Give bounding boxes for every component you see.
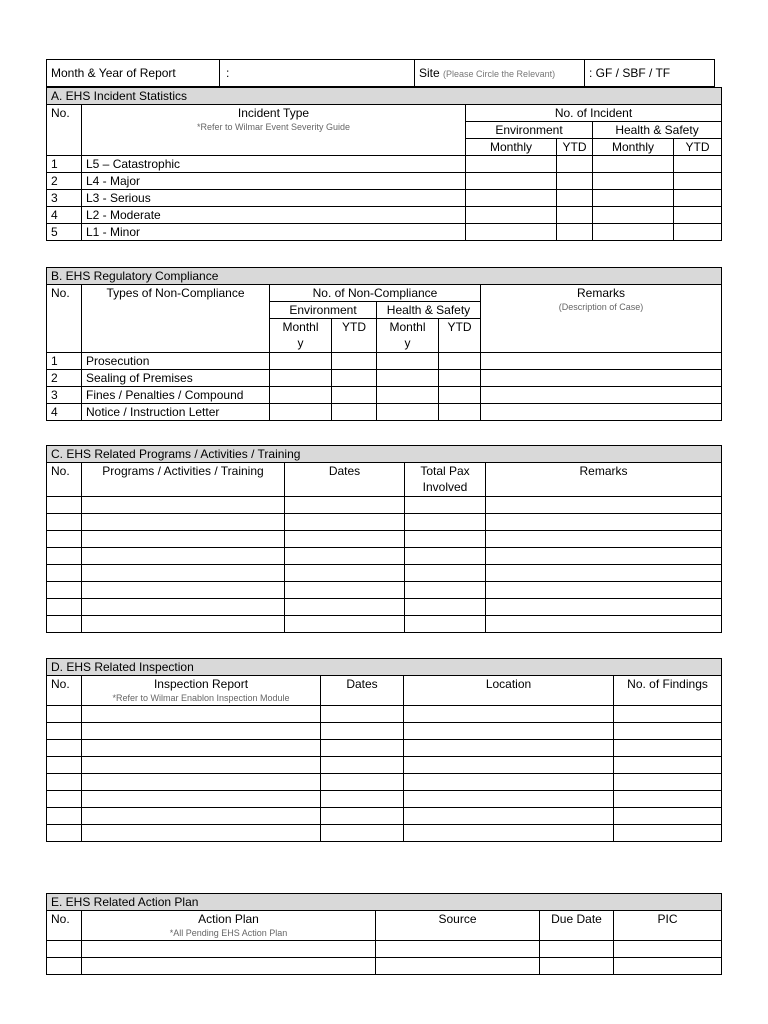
input-cell[interactable] <box>405 582 486 599</box>
input-cell[interactable] <box>405 565 486 582</box>
input-cell[interactable] <box>466 207 557 224</box>
table-row <box>47 757 722 774</box>
table-row <box>47 808 722 825</box>
row-no: 3 <box>47 387 82 404</box>
input-cell[interactable] <box>674 190 722 207</box>
input-cell[interactable] <box>82 616 285 633</box>
input-cell[interactable] <box>47 565 82 582</box>
input-cell[interactable] <box>614 941 722 958</box>
col-inspection-report <box>82 676 321 706</box>
input-cell[interactable] <box>674 173 722 190</box>
table-row <box>47 616 722 633</box>
colon: : <box>226 66 230 80</box>
pax-label-a: Total Pax <box>420 464 470 478</box>
input-cell[interactable] <box>47 958 82 975</box>
input-cell[interactable] <box>404 757 614 774</box>
input-cell[interactable] <box>321 808 404 825</box>
col-source: Source <box>376 911 540 941</box>
col-env-monthly <box>270 319 332 353</box>
col-total-pax <box>405 463 486 497</box>
col-dates: Dates <box>285 463 405 497</box>
input-cell[interactable] <box>377 353 439 370</box>
input-cell[interactable] <box>321 706 404 723</box>
input-cell[interactable] <box>47 599 82 616</box>
input-cell[interactable] <box>47 497 82 514</box>
input-cell[interactable] <box>486 599 722 616</box>
col-location: Location <box>404 676 614 706</box>
input-cell[interactable] <box>486 582 722 599</box>
section-b-title: B. EHS Regulatory Compliance <box>47 268 722 285</box>
col-environment: Environment <box>270 302 377 319</box>
input-cell[interactable] <box>674 207 722 224</box>
input-cell[interactable] <box>82 791 321 808</box>
site-field <box>415 60 585 87</box>
input-cell[interactable] <box>486 497 722 514</box>
input-cell[interactable] <box>47 774 82 791</box>
row-no: 4 <box>47 404 82 421</box>
input-cell[interactable] <box>82 565 285 582</box>
noncompliance-type: Sealing of Premises <box>82 370 270 387</box>
row-no: 4 <box>47 207 82 224</box>
input-cell[interactable] <box>47 757 82 774</box>
input-cell[interactable] <box>404 706 614 723</box>
regulatory-compliance-table <box>46 267 722 421</box>
input-cell[interactable] <box>332 387 377 404</box>
table-row <box>47 497 722 514</box>
input-cell[interactable] <box>82 958 376 975</box>
input-cell[interactable] <box>285 582 405 599</box>
input-cell[interactable] <box>47 531 82 548</box>
col-pic: PIC <box>614 911 722 941</box>
input-cell[interactable] <box>377 404 439 421</box>
col-hs-ytd: YTD <box>439 319 481 353</box>
table-row <box>47 791 722 808</box>
input-cell[interactable] <box>593 190 674 207</box>
action-plan-label: Action Plan <box>198 912 259 926</box>
input-cell[interactable] <box>466 173 557 190</box>
incident-statistics-table <box>46 87 722 241</box>
input-cell[interactable] <box>82 825 321 842</box>
input-cell[interactable] <box>82 757 321 774</box>
input-cell[interactable] <box>481 404 722 421</box>
input-cell[interactable] <box>404 774 614 791</box>
input-cell[interactable] <box>285 599 405 616</box>
input-cell[interactable] <box>540 958 614 975</box>
input-cell[interactable] <box>405 497 486 514</box>
input-cell[interactable] <box>285 548 405 565</box>
col-hs-monthly: Monthly <box>593 139 674 156</box>
input-cell[interactable] <box>614 791 722 808</box>
table-row <box>47 941 722 958</box>
monthly-part-b: y <box>404 336 411 350</box>
input-cell[interactable] <box>47 514 82 531</box>
input-cell[interactable] <box>270 387 332 404</box>
input-cell[interactable] <box>405 514 486 531</box>
input-cell[interactable] <box>47 825 82 842</box>
table-row <box>47 774 722 791</box>
row-no: 1 <box>47 156 82 173</box>
input-cell[interactable] <box>466 224 557 241</box>
programs-training-table <box>46 445 722 633</box>
input-cell[interactable] <box>47 723 82 740</box>
input-cell[interactable] <box>593 173 674 190</box>
input-cell[interactable] <box>404 825 614 842</box>
col-no: No. <box>47 105 82 156</box>
col-no: No. <box>47 911 82 941</box>
table-row <box>47 582 722 599</box>
input-cell[interactable] <box>285 565 405 582</box>
col-incident-type <box>82 105 466 156</box>
input-cell[interactable] <box>376 958 540 975</box>
input-cell[interactable] <box>405 616 486 633</box>
col-no-of-incident: No. of Incident <box>466 105 722 122</box>
incident-type: L4 - Major <box>82 173 466 190</box>
table-row <box>47 599 722 616</box>
row-no: 3 <box>47 190 82 207</box>
input-cell[interactable] <box>47 582 82 599</box>
input-cell[interactable] <box>439 404 481 421</box>
incident-type: L2 - Moderate <box>82 207 466 224</box>
input-cell[interactable] <box>82 706 321 723</box>
input-cell[interactable] <box>404 723 614 740</box>
table-row <box>47 565 722 582</box>
col-noncompliance-type: Types of Non-Compliance <box>82 285 270 353</box>
input-cell[interactable] <box>82 740 321 757</box>
row-no: 5 <box>47 224 82 241</box>
table-row <box>47 723 722 740</box>
input-cell[interactable] <box>285 514 405 531</box>
table-row <box>47 740 722 757</box>
input-cell[interactable] <box>285 531 405 548</box>
input-cell[interactable] <box>404 791 614 808</box>
remarks-note: (Description of Case) <box>558 302 644 312</box>
col-findings: No. of Findings <box>614 676 722 706</box>
input-cell[interactable] <box>82 774 321 791</box>
input-cell[interactable] <box>332 404 377 421</box>
site-label: Site <box>419 66 440 80</box>
input-cell[interactable] <box>47 941 82 958</box>
col-dates: Dates <box>321 676 404 706</box>
input-cell[interactable] <box>321 825 404 842</box>
row-no: 1 <box>47 353 82 370</box>
site-options[interactable]: : GF / SBF / TF <box>585 60 715 87</box>
input-cell[interactable] <box>614 723 722 740</box>
input-cell[interactable] <box>47 791 82 808</box>
site-note: (Please Circle the Relevant) <box>443 69 556 79</box>
col-programs: Programs / Activities / Training <box>82 463 285 497</box>
input-cell[interactable] <box>540 941 614 958</box>
input-cell[interactable] <box>377 370 439 387</box>
input-cell[interactable] <box>486 548 722 565</box>
input-cell[interactable] <box>405 548 486 565</box>
noncompliance-type: Fines / Penalties / Compound <box>82 387 270 404</box>
input-cell[interactable] <box>332 370 377 387</box>
input-cell[interactable] <box>270 370 332 387</box>
input-cell[interactable] <box>82 808 321 825</box>
table-row <box>47 353 722 370</box>
col-hs-ytd: YTD <box>674 139 722 156</box>
table-row <box>47 156 722 173</box>
table-row <box>47 548 722 565</box>
input-cell[interactable] <box>377 387 439 404</box>
col-no: No. <box>47 463 82 497</box>
action-plan-note: *All Pending EHS Action Plan <box>169 928 288 938</box>
col-action-plan <box>82 911 376 941</box>
table-row <box>47 190 722 207</box>
incident-type: L1 - Minor <box>82 224 466 241</box>
col-env-ytd: YTD <box>332 319 377 353</box>
input-cell[interactable] <box>481 353 722 370</box>
remarks-label: Remarks <box>576 286 625 300</box>
input-cell[interactable] <box>321 774 404 791</box>
input-cell[interactable] <box>481 370 722 387</box>
table-row <box>47 706 722 723</box>
col-no: No. <box>47 285 82 353</box>
col-remarks: Remarks <box>486 463 722 497</box>
input-cell[interactable] <box>614 706 722 723</box>
input-cell[interactable] <box>82 497 285 514</box>
input-cell[interactable] <box>593 207 674 224</box>
input-cell[interactable] <box>593 224 674 241</box>
table-row <box>47 531 722 548</box>
input-cell[interactable] <box>82 941 376 958</box>
col-env-monthly: Monthly <box>466 139 557 156</box>
input-cell[interactable] <box>674 156 722 173</box>
col-environment: Environment <box>466 122 593 139</box>
input-cell[interactable] <box>486 531 722 548</box>
incident-type: L5 – Catastrophic <box>82 156 466 173</box>
input-cell[interactable] <box>593 156 674 173</box>
input-cell[interactable] <box>82 582 285 599</box>
monthly-part-a: Monthl <box>282 320 319 334</box>
input-cell[interactable] <box>486 616 722 633</box>
input-cell[interactable] <box>47 548 82 565</box>
input-cell[interactable] <box>404 740 614 757</box>
section-e-title: E. EHS Related Action Plan <box>47 894 722 911</box>
col-remarks <box>481 285 722 353</box>
report-header-table <box>46 59 715 87</box>
col-health-safety: Health & Safety <box>377 302 481 319</box>
input-cell[interactable] <box>47 706 82 723</box>
input-cell[interactable] <box>321 791 404 808</box>
input-cell[interactable] <box>82 548 285 565</box>
input-cell[interactable] <box>82 723 321 740</box>
input-cell[interactable] <box>674 224 722 241</box>
section-d-title: D. EHS Related Inspection <box>47 659 722 676</box>
input-cell[interactable] <box>614 808 722 825</box>
input-cell[interactable] <box>557 224 593 241</box>
input-cell[interactable] <box>321 757 404 774</box>
input-cell[interactable] <box>82 531 285 548</box>
col-env-ytd: YTD <box>557 139 593 156</box>
input-cell[interactable] <box>285 616 405 633</box>
input-cell[interactable] <box>481 387 722 404</box>
input-cell[interactable] <box>486 565 722 582</box>
col-no: No. <box>47 676 82 706</box>
input-cell[interactable] <box>557 156 593 173</box>
input-cell[interactable] <box>82 514 285 531</box>
input-cell[interactable] <box>614 958 722 975</box>
input-cell[interactable] <box>439 387 481 404</box>
table-row <box>47 224 722 241</box>
inspection-report-note: *Refer to Wilmar Enablon Inspection Module <box>112 693 290 703</box>
table-row <box>47 370 722 387</box>
input-cell[interactable] <box>614 774 722 791</box>
input-cell[interactable] <box>321 723 404 740</box>
input-cell[interactable] <box>614 757 722 774</box>
inspection-table <box>46 658 722 842</box>
input-cell[interactable] <box>439 370 481 387</box>
col-health-safety: Health & Safety <box>593 122 722 139</box>
noncompliance-type: Prosecution <box>82 353 270 370</box>
incident-type-label: Incident Type <box>237 106 310 120</box>
input-cell[interactable] <box>285 497 405 514</box>
pax-label-b: Involved <box>422 480 468 494</box>
input-cell[interactable] <box>47 616 82 633</box>
action-plan-table <box>46 893 722 975</box>
input-cell[interactable] <box>614 825 722 842</box>
input-cell[interactable] <box>270 353 332 370</box>
row-no: 2 <box>47 173 82 190</box>
table-row <box>47 173 722 190</box>
col-hs-monthly <box>377 319 439 353</box>
incident-type-note: *Refer to Wilmar Event Severity Guide <box>196 122 351 132</box>
monthly-part-b: y <box>297 336 304 350</box>
table-row <box>47 825 722 842</box>
input-cell[interactable] <box>557 207 593 224</box>
input-cell[interactable] <box>82 599 285 616</box>
table-row <box>47 387 722 404</box>
input-cell[interactable] <box>47 740 82 757</box>
monthly-part-a: Monthl <box>389 320 426 334</box>
input-cell[interactable] <box>486 514 722 531</box>
input-cell[interactable] <box>557 190 593 207</box>
col-due-date: Due Date <box>540 911 614 941</box>
input-cell[interactable] <box>466 156 557 173</box>
input-cell[interactable] <box>332 353 377 370</box>
input-cell[interactable] <box>405 599 486 616</box>
input-cell[interactable] <box>405 531 486 548</box>
month-year-field[interactable] <box>220 60 415 87</box>
inspection-report-label: Inspection Report <box>153 677 249 691</box>
input-cell[interactable] <box>557 173 593 190</box>
table-row <box>47 404 722 421</box>
input-cell[interactable] <box>321 740 404 757</box>
input-cell[interactable] <box>404 808 614 825</box>
noncompliance-type: Notice / Instruction Letter <box>82 404 270 421</box>
input-cell[interactable] <box>439 353 481 370</box>
input-cell[interactable] <box>614 740 722 757</box>
table-row <box>47 958 722 975</box>
input-cell[interactable] <box>376 941 540 958</box>
table-row <box>47 207 722 224</box>
input-cell[interactable] <box>47 808 82 825</box>
row-no: 2 <box>47 370 82 387</box>
table-row <box>47 514 722 531</box>
incident-type: L3 - Serious <box>82 190 466 207</box>
section-c-title: C. EHS Related Programs / Activities / Training <box>47 446 722 463</box>
section-a-title: A. EHS Incident Statistics <box>47 88 722 105</box>
input-cell[interactable] <box>466 190 557 207</box>
input-cell[interactable] <box>270 404 332 421</box>
col-no-of-noncompliance: No. of Non-Compliance <box>270 285 481 302</box>
month-year-label: Month & Year of Report <box>47 60 220 87</box>
